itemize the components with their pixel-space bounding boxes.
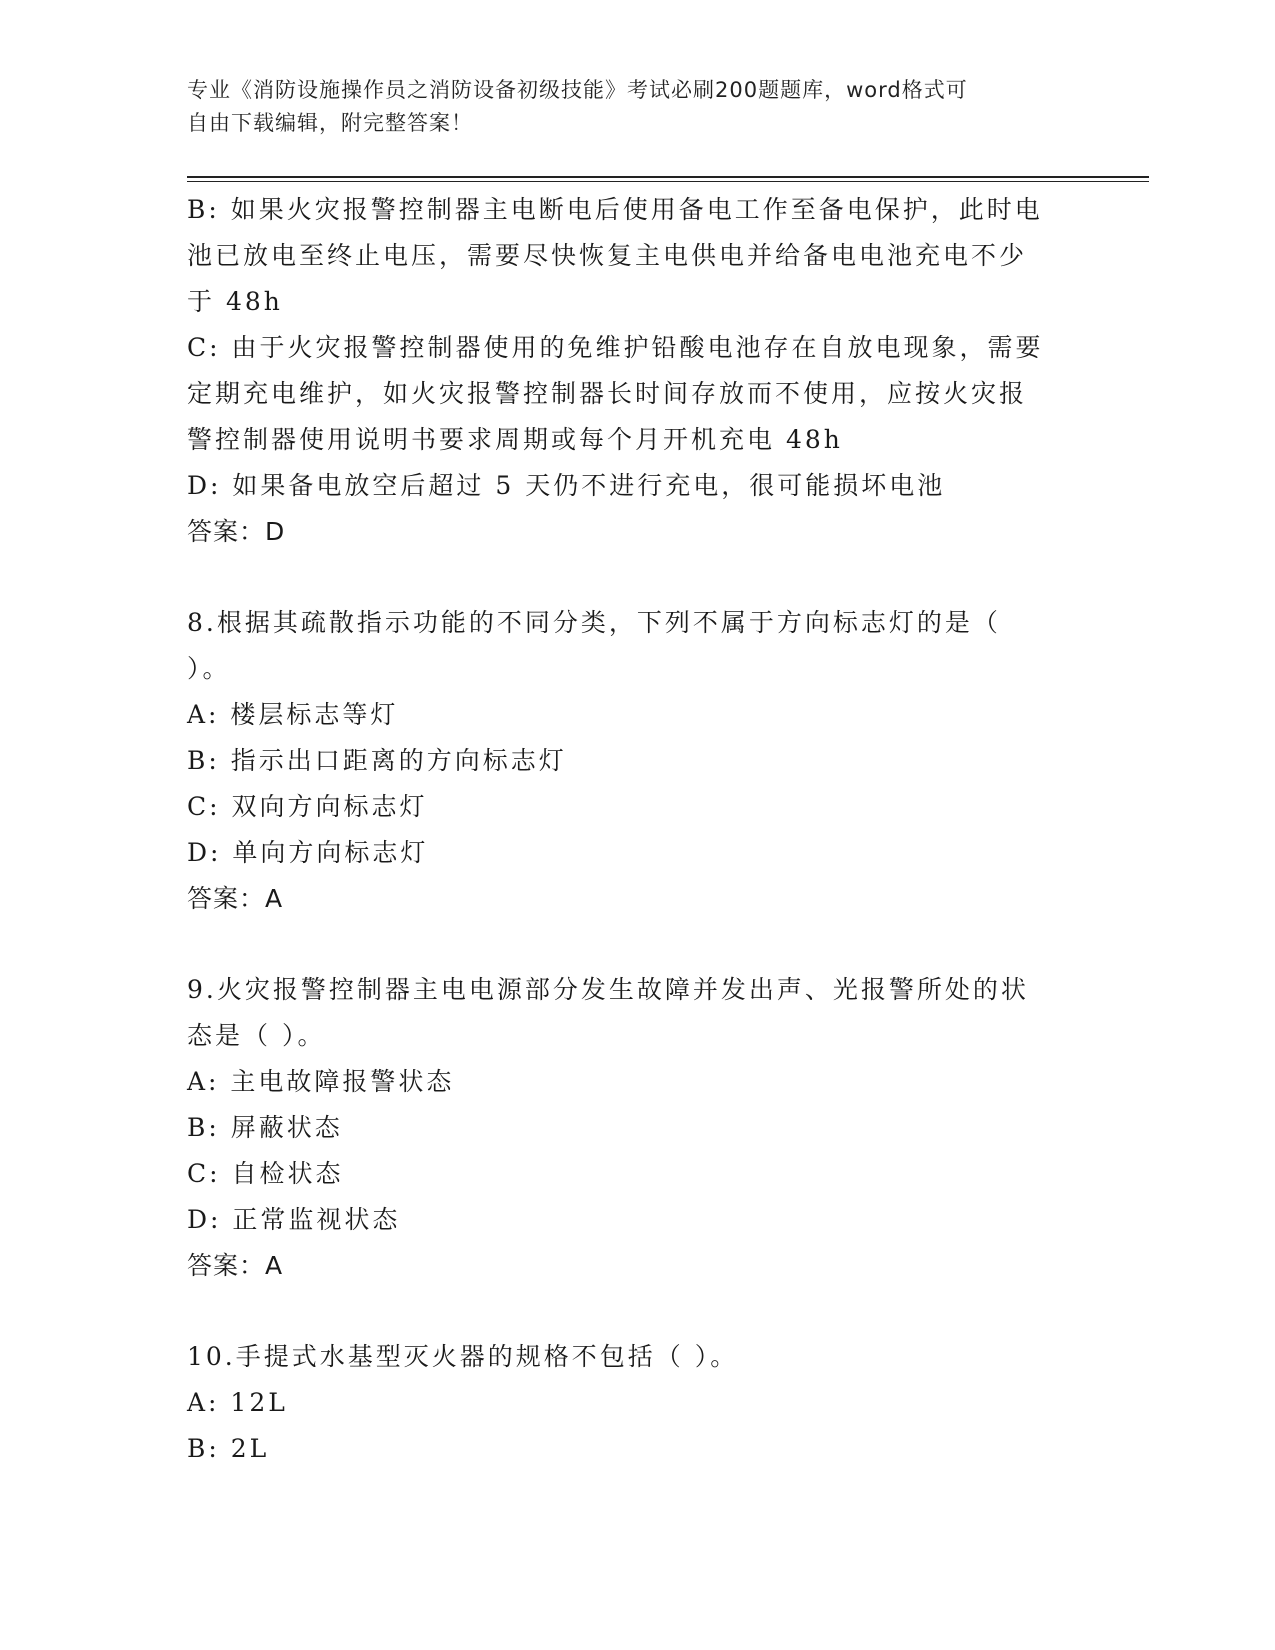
question-stem: 态是（ ）。	[187, 1021, 326, 1050]
option-d: D: 如果备电放空后超过 5 天仍不进行充电，很可能损坏电池	[187, 471, 946, 500]
question-stem: 10.手提式水基型灭火器的规格不包括（ ）。	[187, 1342, 739, 1371]
question-8	[187, 600, 1087, 922]
answer: 答案：A	[187, 1251, 284, 1280]
question-stem: ）。	[187, 654, 231, 683]
option-a: A: 12L	[187, 1388, 288, 1417]
option-b: B: 指示出口距离的方向标志灯	[187, 746, 567, 775]
document-header	[187, 74, 1067, 140]
option-c-line-3: 警控制器使用说明书要求周期或每个月开机充电 48h	[187, 425, 843, 454]
option-b: B: 2L	[187, 1434, 270, 1463]
option-c-line-2: 定期充电维护，如火灾报警控制器长时间存放而不使用，应按火灾报	[187, 379, 1028, 408]
header-rule-thin	[187, 181, 1149, 182]
answer: 答案：A	[187, 884, 284, 913]
option-b-line-1: B: 如果火灾报警控制器主电断电后使用备电工作至备电保护，此时电	[187, 195, 1043, 224]
option-d: D: 正常监视状态	[187, 1205, 401, 1234]
question-9	[187, 967, 1087, 1289]
option-a: A: 主电故障报警状态	[187, 1067, 455, 1096]
question-stem: 9.火灾报警控制器主电电源部分发生故障并发出声、光报警所处的状	[187, 975, 1029, 1004]
option-c-line-1: C: 由于火灾报警控制器使用的免维护铅酸电池存在自放电现象，需要	[187, 333, 1044, 362]
question-stem: 8.根据其疏散指示功能的不同分类，下列不属于方向标志灯的是（	[187, 608, 1001, 637]
answer: 答案：D	[187, 517, 286, 546]
option-b-line-2: 池已放电至终止电压，需要尽快恢复主电供电并给备电电池充电不少	[187, 241, 1028, 270]
question-10	[187, 1334, 1087, 1472]
header-line-2: 自由下载编辑，附完整答案！	[187, 111, 473, 135]
option-b: B: 屏蔽状态	[187, 1113, 343, 1142]
header-line-1: 专业《消防设施操作员之消防设备初级技能》考试必刷200题题库，word格式可	[187, 78, 968, 102]
document-body	[187, 187, 1087, 1472]
option-a: A: 楼层标志等灯	[187, 700, 399, 729]
option-c: C: 自检状态	[187, 1159, 344, 1188]
header-rule-thick	[187, 176, 1149, 178]
option-d: D: 单向方向标志灯	[187, 838, 429, 867]
option-c: C: 双向方向标志灯	[187, 792, 428, 821]
question-7-continued	[187, 187, 1087, 555]
option-b-line-3: 于 48h	[187, 287, 283, 316]
